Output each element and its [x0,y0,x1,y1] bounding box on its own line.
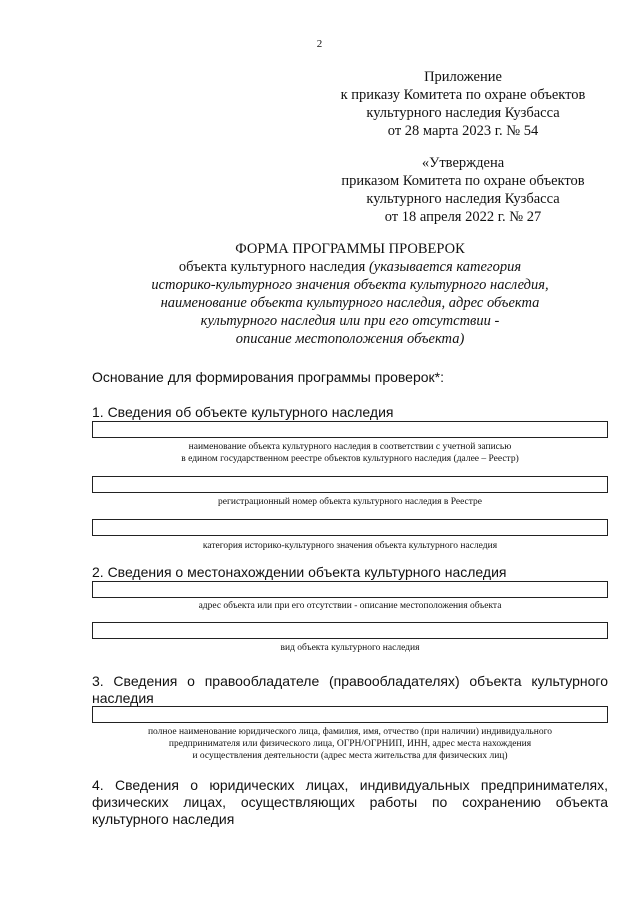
basis-label: Основание для формирования программы проверок*: [92,369,444,385]
section4-heading [92,777,608,828]
appendix-line: к приказу Комитета по охране объектов [340,87,586,103]
form-title-italic-line: наименование объекта культурного наследия, адрес объекта [160,295,540,311]
registration-number-caption: регистрационный номер объекта культурного наследия в Реестре [218,497,482,507]
form-title-italic-line: историко-культурного значения объекта культурного наследия, [151,277,549,293]
section2-heading: 2. Сведения о местонахождении объекта культурного наследия [92,564,507,580]
approved-line: культурного наследия Кузбасса [366,191,560,207]
form-title-italic-start: (указывается категория [368,259,522,275]
appendix-line: от 28 марта 2023 г. № 54 [387,123,539,139]
form-title-heading: ФОРМА ПРОГРАММЫ ПРОВЕРОК [235,241,465,257]
object-type-field[interactable] [92,622,608,639]
section4-heading-line: физических лицах, осуществляющих работы по сохранению объекта [92,794,608,810]
category-field[interactable] [92,519,608,536]
caption-line: и осуществления деятельности (адрес места жительства для физических лиц) [192,751,508,761]
object-name-caption [92,441,608,465]
section3-heading-line: наследия [92,690,154,706]
address-caption: адрес объекта или при его отсутствии - описание местоположения объекта [198,601,502,611]
approved-line: приказом Комитета по охране объектов [341,173,585,189]
caption-line: в едином государственном реестре объектов культурного наследия (далее – Реестр) [181,454,519,464]
form-title-italic-line: культурного наследия или при его отсутствии - [200,313,500,329]
approved-block [318,154,608,226]
appendix-line: культурного наследия Кузбасса [366,105,560,121]
form-title [90,240,610,348]
caption-line: наименование объекта культурного наследия в соответствии с учетной записью [188,442,512,452]
registration-number-field[interactable] [92,476,608,493]
section3-heading-line: 3. Сведения о правообладателе (правообладателях) объекта культурного [92,673,608,689]
caption-line: полное наименование юридического лица, фамилия, имя, отчество (при наличии) индивидуального [147,727,553,737]
address-field[interactable] [92,581,608,598]
section4-heading-line: 4. Сведения о юридических лицах, индивидуальных предпринимателях, [92,777,608,793]
form-title-plain: объекта культурного наследия [178,259,369,275]
page-number: 2 [316,38,323,50]
rights-holder-caption [92,726,608,762]
section3-heading [92,673,608,707]
object-type-caption: вид объекта культурного наследия [280,643,420,653]
approved-line: «Утверждена [421,155,505,171]
rights-holder-field[interactable] [92,706,608,723]
approved-line: от 18 апреля 2022 г. № 27 [384,209,542,225]
form-title-italic-line: описание местоположения объекта) [235,331,465,347]
form-title-line1 [90,258,610,276]
category-caption: категория историко-культурного значения объекта культурного наследия [202,541,498,551]
section4-heading-line: культурного наследия [92,811,235,827]
caption-line: предпринимателя или физического лица, ОГРН/ОГРНИП, ИНН, адрес места нахождения [168,739,532,749]
object-name-field[interactable] [92,421,608,438]
appendix-block [318,68,608,140]
section1-heading: 1. Сведения об объекте культурного наследия [92,404,394,420]
appendix-line: Приложение [424,69,502,85]
